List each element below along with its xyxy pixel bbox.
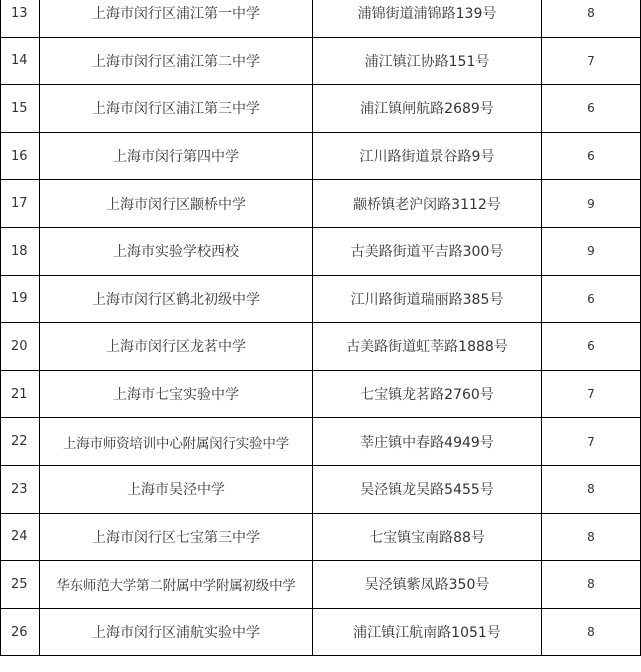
class-count: 6 xyxy=(542,132,641,180)
row-number: 18 xyxy=(1,227,40,275)
school-address: 颛桥镇老沪闵路3112号 xyxy=(313,180,542,228)
school-name: 上海市闵行区七宝第三中学 xyxy=(40,513,313,561)
class-count: 9 xyxy=(542,227,641,275)
class-count: 8 xyxy=(542,561,641,609)
school-address: 古美路街道虹莘路1888号 xyxy=(313,323,542,371)
row-number: 20 xyxy=(1,323,40,371)
school-name: 上海市吴泾中学 xyxy=(40,465,313,513)
school-address: 浦江镇江协路151号 xyxy=(313,37,542,85)
row-number: 17 xyxy=(1,180,40,228)
table-row xyxy=(1,85,641,133)
school-name: 上海市实验学校西校 xyxy=(40,227,313,275)
class-count: 6 xyxy=(542,323,641,371)
class-count: 9 xyxy=(542,180,641,228)
class-count: 8 xyxy=(542,608,641,656)
school-name: 上海市闵行区鹤北初级中学 xyxy=(40,275,313,323)
school-name: 上海市闵行区浦江第三中学 xyxy=(40,85,313,133)
school-name: 上海市闵行第四中学 xyxy=(40,132,313,180)
school-address: 浦锦街道浦锦路139号 xyxy=(313,0,542,37)
row-number: 25 xyxy=(1,561,40,609)
row-number: 23 xyxy=(1,465,40,513)
school-name: 上海市闵行区浦江第一中学 xyxy=(40,0,313,37)
school-address: 吴泾镇紫凤路350号 xyxy=(313,561,542,609)
class-count: 8 xyxy=(542,465,641,513)
school-address: 浦江镇闸航路2689号 xyxy=(313,85,542,133)
school-address: 古美路街道平吉路300号 xyxy=(313,227,542,275)
table-row xyxy=(1,561,641,609)
table-row xyxy=(1,180,641,228)
row-number: 22 xyxy=(1,418,40,466)
row-number: 19 xyxy=(1,275,40,323)
table-row xyxy=(1,370,641,418)
class-count: 7 xyxy=(542,370,641,418)
table-row xyxy=(1,275,641,323)
class-count: 7 xyxy=(542,37,641,85)
table-row xyxy=(1,0,641,37)
class-count: 8 xyxy=(542,513,641,561)
school-address: 七宝镇龙茗路2760号 xyxy=(313,370,542,418)
class-count: 6 xyxy=(542,85,641,133)
table-row xyxy=(1,608,641,656)
school-name: 上海市闵行区龙茗中学 xyxy=(40,323,313,371)
school-name: 上海市闵行区浦江第二中学 xyxy=(40,37,313,85)
class-count: 7 xyxy=(542,418,641,466)
school-name: 上海市师资培训中心附属闵行实验中学 xyxy=(40,418,313,466)
school-address: 江川路街道景谷路9号 xyxy=(313,132,542,180)
school-address: 江川路街道瑞丽路385号 xyxy=(313,275,542,323)
row-number: 21 xyxy=(1,370,40,418)
row-number: 15 xyxy=(1,85,40,133)
class-count: 6 xyxy=(542,275,641,323)
class-count: 8 xyxy=(542,0,641,37)
row-number: 26 xyxy=(1,608,40,656)
school-name: 上海市闵行区颛桥中学 xyxy=(40,180,313,228)
table-row xyxy=(1,323,641,371)
table-row xyxy=(1,227,641,275)
school-address: 七宝镇宝南路88号 xyxy=(313,513,542,561)
table-row xyxy=(1,132,641,180)
school-name: 上海市闵行区浦航实验中学 xyxy=(40,608,313,656)
table-row xyxy=(1,465,641,513)
row-number: 24 xyxy=(1,513,40,561)
row-number: 13 xyxy=(1,0,40,37)
school-address: 莘庄镇中春路4949号 xyxy=(313,418,542,466)
school-name: 华东师范大学第二附属中学附属初级中学 xyxy=(40,561,313,609)
school-address: 浦江镇江航南路1051号 xyxy=(313,608,542,656)
row-number: 14 xyxy=(1,37,40,85)
table-row xyxy=(1,418,641,466)
table-row xyxy=(1,513,641,561)
row-number: 16 xyxy=(1,132,40,180)
table-row xyxy=(1,37,641,85)
school-name: 上海市七宝实验中学 xyxy=(40,370,313,418)
school-address: 吴泾镇龙吴路5455号 xyxy=(313,465,542,513)
